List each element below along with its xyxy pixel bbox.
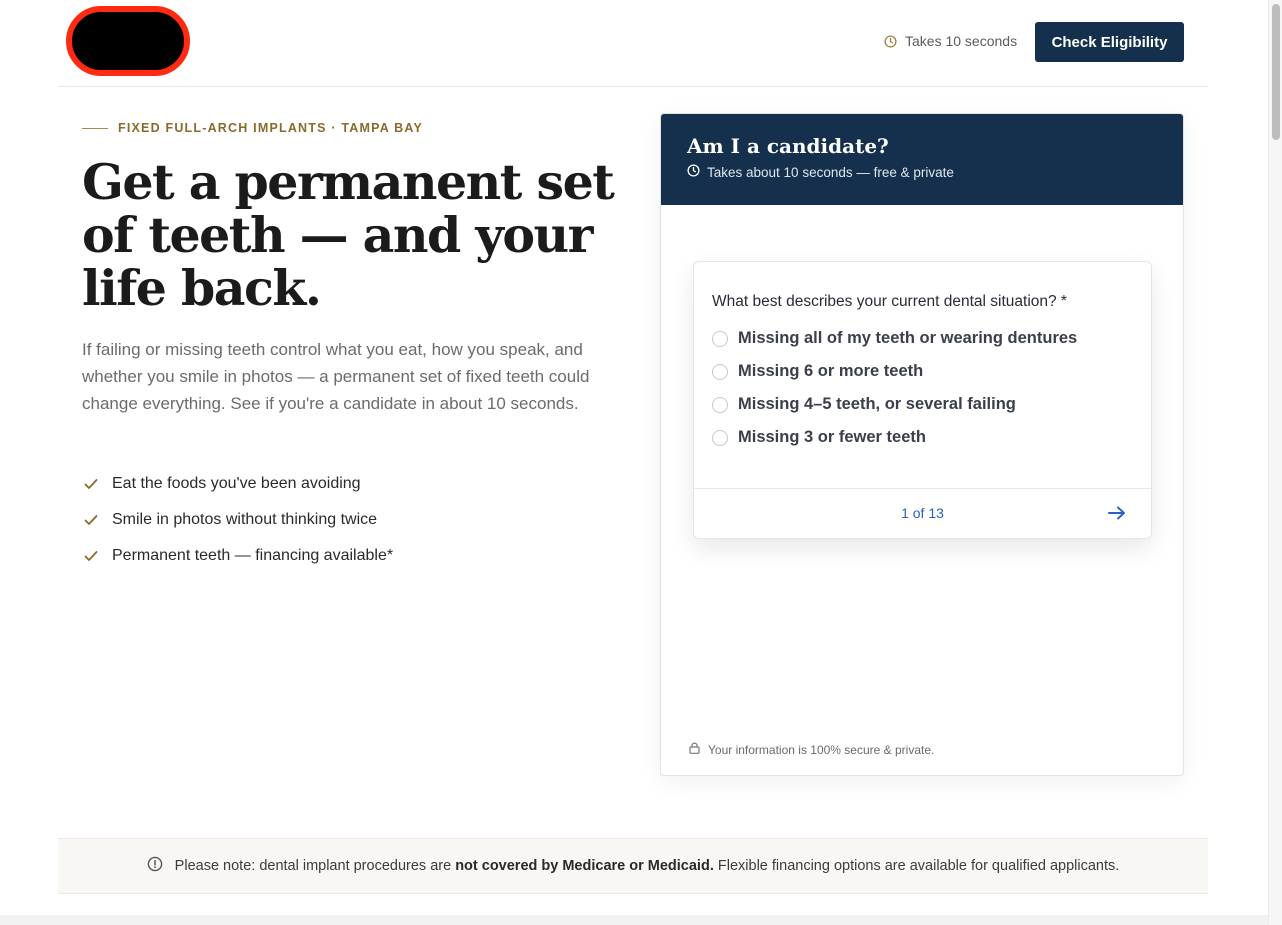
question-footer: [694, 488, 1151, 538]
site-header: [58, 0, 1208, 87]
clock-icon: [884, 35, 897, 48]
quiz-subtitle-text: Takes about 10 seconds — free & private: [707, 164, 954, 180]
eyebrow-divider: [82, 128, 108, 129]
question-panel: [693, 261, 1152, 539]
benefit-item: [84, 502, 393, 538]
answer-label: Missing 6 or more teeth: [738, 362, 924, 380]
secure-text: Your information is 100% secure & private.: [708, 742, 935, 757]
radio-button[interactable]: [712, 397, 728, 413]
answer-label: Missing 3 or fewer teeth: [738, 428, 926, 446]
arrow-right-icon: [1107, 509, 1127, 524]
next-button[interactable]: [1105, 502, 1129, 526]
answer-label: Missing all of my teeth or wearing dentures: [738, 329, 1078, 347]
benefit-text: Smile in photos without thinking twice: [112, 511, 378, 528]
check-icon: [84, 478, 100, 490]
info-icon: [147, 856, 163, 876]
eligibility-quiz-card: [660, 113, 1184, 776]
hero-subtext: If failing or missing teeth control what you eat, how you speak, and whether you smile in photos — a permanent set of fixed teeth could change everything. See if you're a candidate in about 10 seconds.: [82, 340, 590, 413]
brand-logo[interactable]: [66, 6, 190, 76]
header-time-note: [884, 33, 1017, 49]
answer-option[interactable]: [712, 355, 1077, 388]
quiz-subtitle: [687, 164, 1157, 180]
radio-button[interactable]: [712, 430, 728, 446]
coverage-notice: [58, 838, 1208, 894]
answer-option[interactable]: [712, 388, 1077, 421]
clock-icon: [687, 164, 700, 180]
page-bottom-edge: [0, 915, 1268, 925]
quiz-header: [661, 114, 1183, 205]
check-eligibility-button[interactable]: Check Eligibility: [1035, 22, 1184, 62]
notice-suffix: Flexible financing options are available for qualified applicants.: [713, 858, 1120, 874]
check-icon: [84, 514, 100, 526]
eyebrow: [82, 121, 423, 135]
benefit-item: [84, 538, 393, 574]
radio-button[interactable]: [712, 331, 728, 347]
answer-option[interactable]: [712, 322, 1077, 355]
secure-note: [689, 742, 934, 757]
notice-text: [175, 858, 1120, 874]
benefit-text: Eat the foods you've been avoiding: [112, 475, 361, 492]
quiz-title: Am I a candidate?: [687, 134, 889, 158]
header-time-text: Takes 10 seconds: [905, 33, 1018, 49]
benefit-text: Permanent teeth — financing available*: [112, 547, 394, 564]
answer-options: [712, 322, 1077, 454]
page-title: Get a permanent set of teeth — and your life back.: [82, 153, 614, 317]
question-text: What best describes your current dental situation? *: [712, 293, 1067, 310]
check-icon: [84, 550, 100, 562]
scrollbar-thumb[interactable]: [1272, 4, 1280, 140]
notice-bold: not covered by Medicare or Medicaid.: [455, 858, 714, 874]
notice-prefix: Please note: dental implant procedures are: [174, 858, 456, 874]
progress-indicator: 1 of 13: [901, 505, 944, 521]
radio-button[interactable]: [712, 364, 728, 380]
vertical-scrollbar[interactable]: [1268, 0, 1282, 925]
answer-label: Missing 4–5 teeth, or several failing: [738, 395, 1016, 413]
benefit-list: [84, 466, 393, 574]
benefit-item: [84, 466, 393, 502]
eyebrow-text: FIXED FULL-ARCH IMPLANTS · TAMPA BAY: [118, 121, 423, 135]
answer-option[interactable]: [712, 421, 1077, 454]
lock-icon: [689, 742, 700, 757]
